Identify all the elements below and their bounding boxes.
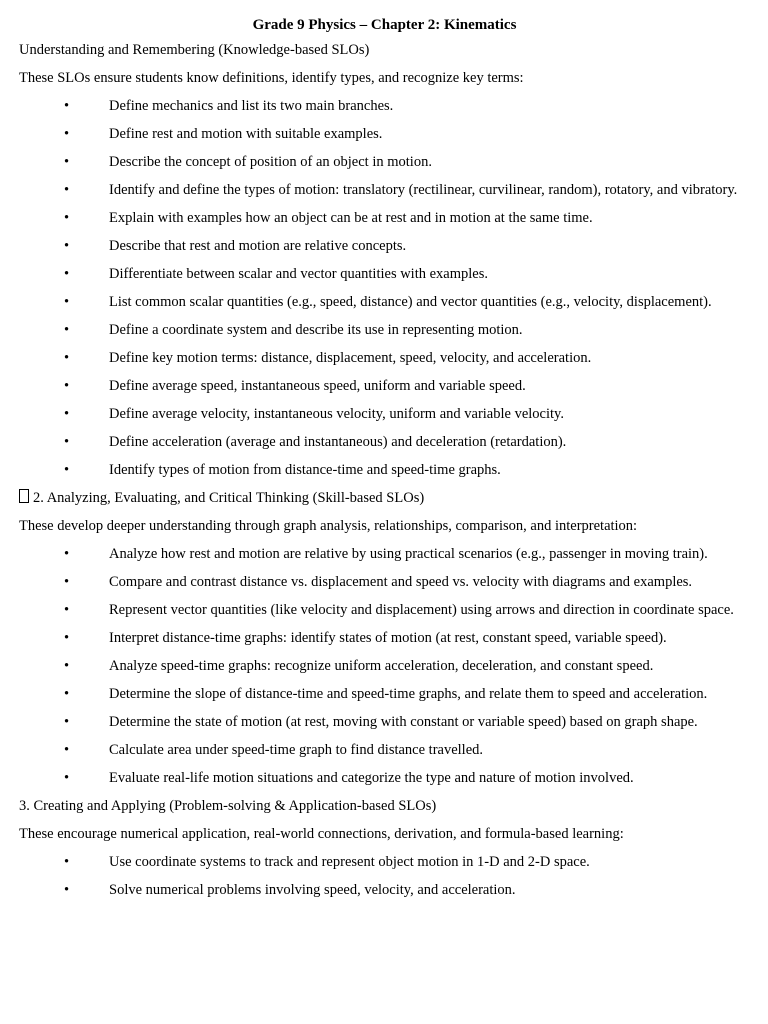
section2-heading: 2. Analyzing, Evaluating, and Critical Thinking (Skill-based SLOs)	[19, 489, 750, 507]
list-item: •Solve numerical problems involving speed, velocity, and acceleration.	[19, 881, 750, 899]
list-item: •Define mechanics and list its two main branches.	[19, 97, 750, 115]
list-item: •Calculate area under speed-time graph to find distance travelled.	[19, 741, 750, 759]
bullet-icon	[19, 853, 109, 871]
bullet-icon	[19, 405, 109, 423]
list-item: •Describe that rest and motion are relative concepts.	[19, 237, 750, 255]
list-item: •Explain with examples how an object can be at rest and in motion at the same time.	[19, 209, 750, 227]
missing-glyph-icon	[19, 489, 29, 503]
bullet-icon	[19, 741, 109, 759]
list-item: •Define a coordinate system and describe its use in representing motion.	[19, 321, 750, 339]
bullet-icon	[19, 433, 109, 451]
bullet-icon	[19, 629, 109, 647]
list-item: •Determine the state of motion (at rest, moving with constant or variable speed) based on graph shape.	[19, 713, 750, 731]
list-item: •Define key motion terms: distance, displacement, speed, velocity, and acceleration.	[19, 349, 750, 367]
bullet-icon	[19, 461, 109, 479]
list-item: •List common scalar quantities (e.g., speed, distance) and vector quantities (e.g., velocity, displacement).	[19, 293, 750, 311]
bullet-icon	[19, 573, 109, 591]
list-item: •Interpret distance-time graphs: identify states of motion (at rest, constant speed, variable speed).	[19, 629, 750, 647]
section1-intro: These SLOs ensure students know definitions, identify types, and recognize key terms:	[19, 70, 524, 86]
section1-list	[19, 97, 750, 479]
bullet-icon	[19, 293, 109, 311]
bullet-icon	[19, 601, 109, 619]
list-item: •Use coordinate systems to track and represent object motion in 1-D and 2-D space.	[19, 853, 750, 871]
section2-intro: These develop deeper understanding through graph analysis, relationships, comparison, and interpretation:	[19, 518, 638, 534]
section3-intro: These encourage numerical application, real-world connections, derivation, and formula-based learning:	[19, 826, 624, 842]
bullet-icon	[19, 657, 109, 675]
bullet-icon	[19, 125, 109, 143]
list-item: •Evaluate real-life motion situations and categorize the type and nature of motion involved.	[19, 769, 750, 787]
bullet-icon	[19, 181, 109, 199]
list-item: •Define average velocity, instantaneous velocity, uniform and variable velocity.	[19, 405, 750, 423]
bullet-icon	[19, 153, 109, 171]
bullet-icon	[19, 685, 109, 703]
list-item: •Analyze speed-time graphs: recognize uniform acceleration, deceleration, and constant speed.	[19, 657, 750, 675]
bullet-icon	[19, 321, 109, 339]
list-item: •Compare and contrast distance vs. displacement and speed vs. velocity with diagrams and examples.	[19, 573, 750, 591]
bullet-icon	[19, 265, 109, 283]
section3-heading: 3. Creating and Applying (Problem-solving & Application-based SLOs)	[19, 798, 437, 814]
bullet-icon	[19, 545, 109, 563]
bullet-icon	[19, 377, 109, 395]
list-item: •Differentiate between scalar and vector quantities with examples.	[19, 265, 750, 283]
document-title: Grade 9 Physics – Chapter 2: Kinematics	[252, 17, 517, 33]
list-item: •Determine the slope of distance-time and speed-time graphs, and relate them to speed and acceleration.	[19, 685, 750, 703]
list-item: •Define rest and motion with suitable examples.	[19, 125, 750, 143]
section1-heading: Understanding and Remembering (Knowledge-based SLOs)	[19, 42, 370, 58]
bullet-icon	[19, 881, 109, 899]
section3-list	[19, 853, 750, 899]
bullet-icon	[19, 769, 109, 787]
bullet-icon	[19, 97, 109, 115]
list-item: •Identify types of motion from distance-time and speed-time graphs.	[19, 461, 750, 479]
bullet-icon	[19, 237, 109, 255]
list-item: •Describe the concept of position of an object in motion.	[19, 153, 750, 171]
bullet-icon	[19, 209, 109, 227]
list-item: •Identify and define the types of motion: translatory (rectilinear, curvilinear, random), rotatory, and vibratory.	[19, 181, 750, 199]
list-item: •Represent vector quantities (like velocity and displacement) using arrows and direction in coordinate space.	[19, 601, 750, 619]
list-item: •Define acceleration (average and instantaneous) and deceleration (retardation).	[19, 433, 750, 451]
section2-list	[19, 545, 750, 787]
bullet-icon	[19, 349, 109, 367]
list-item: •Define average speed, instantaneous speed, uniform and variable speed.	[19, 377, 750, 395]
bullet-icon	[19, 713, 109, 731]
list-item: •Analyze how rest and motion are relative by using practical scenarios (e.g., passenger in moving train).	[19, 545, 750, 563]
